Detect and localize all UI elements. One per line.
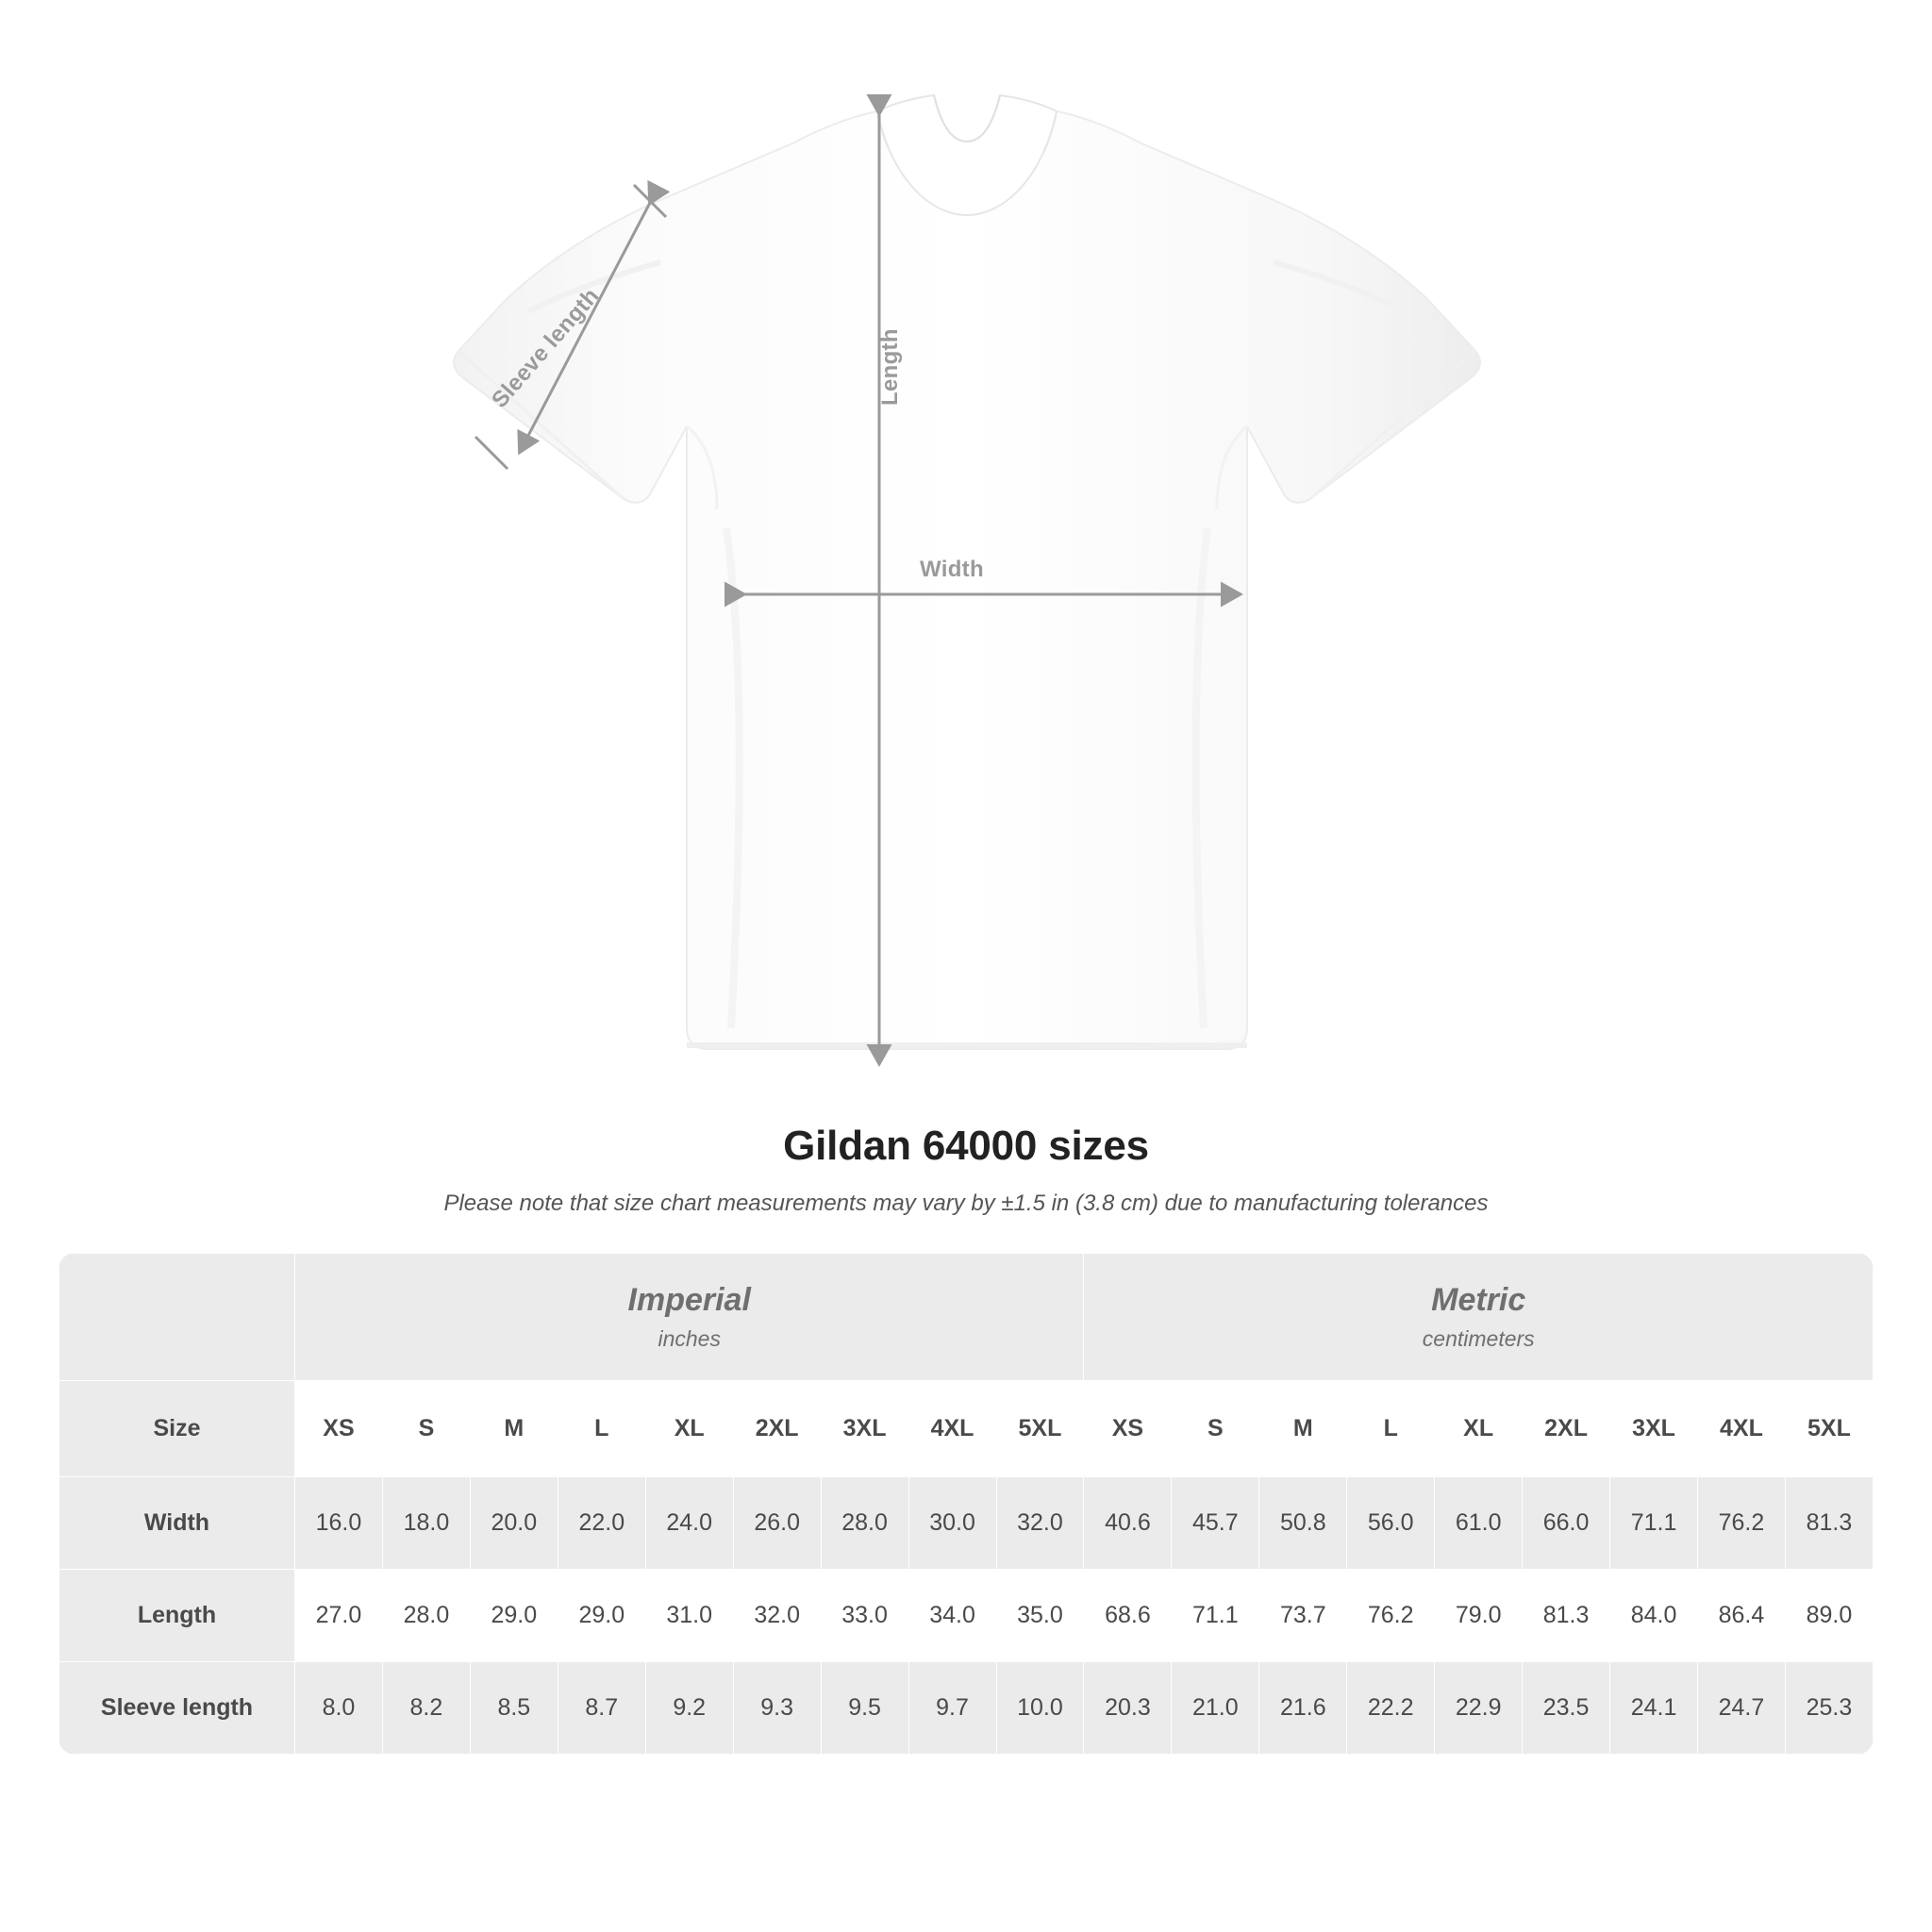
- cell-sleeve-8: 10.0: [996, 1662, 1084, 1755]
- size-col-2xl-imperial: 2XL: [733, 1381, 821, 1477]
- cell-width-12: 56.0: [1347, 1477, 1435, 1570]
- row-label-sleeve-length: Sleeve length: [59, 1662, 295, 1755]
- table-row-width: [59, 1477, 1874, 1570]
- size-col-3xl-imperial: 3XL: [821, 1381, 908, 1477]
- cell-width-4: 24.0: [645, 1477, 733, 1570]
- cell-sleeve-13: 22.9: [1435, 1662, 1523, 1755]
- cell-length-3: 29.0: [558, 1570, 645, 1662]
- cell-length-12: 76.2: [1347, 1570, 1435, 1662]
- size-col-xl-metric: XL: [1435, 1381, 1523, 1477]
- cell-width-7: 30.0: [908, 1477, 996, 1570]
- unit-group-imperial-name: Imperial: [627, 1282, 751, 1318]
- unit-header-row: [59, 1254, 1874, 1381]
- page-title: Gildan 64000 sizes: [783, 1123, 1149, 1169]
- cell-length-5: 32.0: [733, 1570, 821, 1662]
- cell-length-15: 84.0: [1610, 1570, 1698, 1662]
- cell-width-16: 76.2: [1698, 1477, 1786, 1570]
- size-col-m-imperial: M: [470, 1381, 558, 1477]
- table-row-length: [59, 1570, 1874, 1662]
- cell-width-6: 28.0: [821, 1477, 908, 1570]
- cell-width-9: 40.6: [1084, 1477, 1172, 1570]
- cell-width-2: 20.0: [470, 1477, 558, 1570]
- size-header-label: Size: [59, 1381, 295, 1477]
- size-col-m-metric: M: [1259, 1381, 1347, 1477]
- cell-sleeve-16: 24.7: [1698, 1662, 1786, 1755]
- cell-sleeve-5: 9.3: [733, 1662, 821, 1755]
- size-col-xs-metric: XS: [1084, 1381, 1172, 1477]
- unit-group-metric-name: Metric: [1431, 1282, 1526, 1318]
- cell-width-5: 26.0: [733, 1477, 821, 1570]
- cell-width-3: 22.0: [558, 1477, 645, 1570]
- cell-sleeve-3: 8.7: [558, 1662, 645, 1755]
- length-label: Length: [877, 328, 903, 406]
- size-table: [58, 1253, 1874, 1755]
- size-table-wrapper: [58, 1253, 1874, 1755]
- unit-group-metric: [1084, 1254, 1874, 1381]
- size-col-2xl-metric: 2XL: [1523, 1381, 1610, 1477]
- cell-sleeve-12: 22.2: [1347, 1662, 1435, 1755]
- sleeve-length-label: Sleeve length: [487, 283, 605, 413]
- cell-length-9: 68.6: [1084, 1570, 1172, 1662]
- size-col-4xl-imperial: 4XL: [908, 1381, 996, 1477]
- cell-length-7: 34.0: [908, 1570, 996, 1662]
- tolerance-note: Please note that size chart measurements may vary by ±1.5 in (3.8 cm) due to manufacturing tolerances: [443, 1191, 1489, 1216]
- cell-length-6: 33.0: [821, 1570, 908, 1662]
- title-block: [0, 1123, 1932, 1217]
- table-row-sleeve-length: [59, 1662, 1874, 1755]
- cell-sleeve-17: 25.3: [1785, 1662, 1873, 1755]
- cell-width-14: 66.0: [1523, 1477, 1610, 1570]
- size-col-s-metric: S: [1172, 1381, 1259, 1477]
- cell-sleeve-15: 24.1: [1610, 1662, 1698, 1755]
- cell-length-4: 31.0: [645, 1570, 733, 1662]
- size-col-s-imperial: S: [382, 1381, 470, 1477]
- cell-length-16: 86.4: [1698, 1570, 1786, 1662]
- sleeve-tick-bottom: [475, 437, 508, 469]
- size-col-5xl-metric: 5XL: [1785, 1381, 1873, 1477]
- cell-width-10: 45.7: [1172, 1477, 1259, 1570]
- cell-width-0: 16.0: [295, 1477, 383, 1570]
- cell-width-13: 61.0: [1435, 1477, 1523, 1570]
- size-col-l-metric: L: [1347, 1381, 1435, 1477]
- row-label-width: Width: [59, 1477, 295, 1570]
- cell-length-1: 28.0: [382, 1570, 470, 1662]
- unit-group-imperial: [295, 1254, 1084, 1381]
- cell-sleeve-14: 23.5: [1523, 1662, 1610, 1755]
- cell-length-13: 79.0: [1435, 1570, 1523, 1662]
- cell-width-17: 81.3: [1785, 1477, 1873, 1570]
- size-header-row: [59, 1381, 1874, 1477]
- cell-sleeve-9: 20.3: [1084, 1662, 1172, 1755]
- size-col-5xl-imperial: 5XL: [996, 1381, 1084, 1477]
- cell-length-8: 35.0: [996, 1570, 1084, 1662]
- cell-width-8: 32.0: [996, 1477, 1084, 1570]
- size-col-xs-imperial: XS: [295, 1381, 383, 1477]
- cell-length-17: 89.0: [1785, 1570, 1873, 1662]
- cell-length-10: 71.1: [1172, 1570, 1259, 1662]
- cell-width-1: 18.0: [382, 1477, 470, 1570]
- cell-sleeve-1: 8.2: [382, 1662, 470, 1755]
- cell-sleeve-6: 9.5: [821, 1662, 908, 1755]
- size-col-l-imperial: L: [558, 1381, 645, 1477]
- unit-header-spacer: [59, 1254, 295, 1381]
- unit-group-imperial-sub: inches: [658, 1326, 721, 1351]
- cell-sleeve-10: 21.0: [1172, 1662, 1259, 1755]
- cell-sleeve-7: 9.7: [908, 1662, 996, 1755]
- cell-sleeve-0: 8.0: [295, 1662, 383, 1755]
- cell-length-2: 29.0: [470, 1570, 558, 1662]
- unit-group-metric-sub: centimeters: [1422, 1326, 1535, 1351]
- cell-sleeve-11: 21.6: [1259, 1662, 1347, 1755]
- size-col-4xl-metric: 4XL: [1698, 1381, 1786, 1477]
- size-col-3xl-metric: 3XL: [1610, 1381, 1698, 1477]
- size-col-xl-imperial: XL: [645, 1381, 733, 1477]
- cell-width-15: 71.1: [1610, 1477, 1698, 1570]
- cell-length-0: 27.0: [295, 1570, 383, 1662]
- cell-width-11: 50.8: [1259, 1477, 1347, 1570]
- cell-sleeve-4: 9.2: [645, 1662, 733, 1755]
- row-label-length: Length: [59, 1570, 295, 1662]
- cell-length-14: 81.3: [1523, 1570, 1610, 1662]
- cell-sleeve-2: 8.5: [470, 1662, 558, 1755]
- width-label: Width: [920, 557, 984, 582]
- cell-length-11: 73.7: [1259, 1570, 1347, 1662]
